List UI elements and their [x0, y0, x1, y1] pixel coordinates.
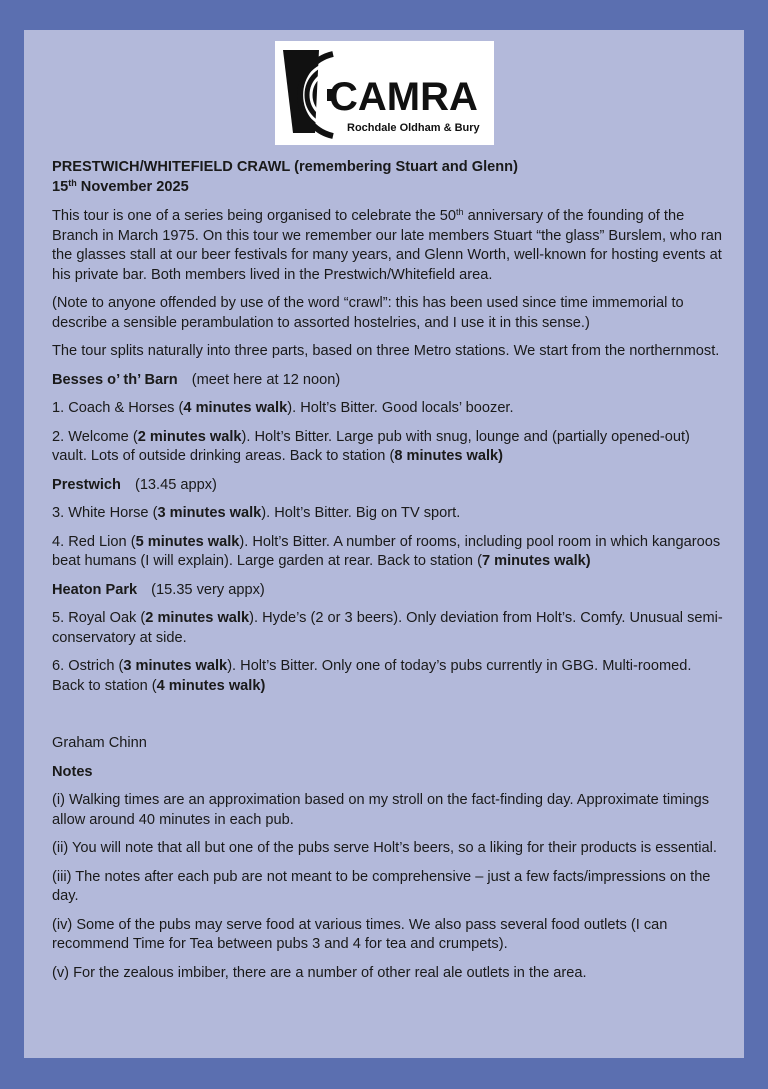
route-intro-paragraph: The tour splits naturally into three parts, based on three Metro stations. We start from the northernmost.: [52, 343, 720, 359]
section-heading: Prestwich (13.45 appx): [52, 476, 217, 493]
event-date: 15th November 2025: [52, 177, 189, 195]
section-time-note: (15.35 very appx): [151, 581, 265, 598]
section-time-note: (meet here at 12 noon): [191, 371, 341, 388]
author-name: Graham Chinn: [52, 735, 147, 751]
camra-logo: [275, 41, 494, 145]
pub-entry: 5. Royal Oak (2 minutes walk). Hyde’s (2 or 3 beers). Only deviation from Holt’s. Comfy. Unusual semi-conservatory at side.: [52, 610, 723, 646]
intro-paragraph: This tour is one of a series being organised to celebrate the 50th anniversary of the founding of the Branch in March 1975. On this tour we remember our late members Stuart “the glass” Burslem, who ran the glasses stall at our beer festivals for many years, and Glenn Worth, well-known for hosting events at his private bar. Both members lived in the Prestwich/Whitefield area.: [52, 207, 722, 283]
page-title: PRESTWICH/WHITEFIELD CRAWL (remembering Stuart and Glenn): [52, 159, 518, 175]
pub-entry: 6. Ostrich (3 minutes walk). Holt’s Bitter. Only one of today’s pubs currently in GBG. Multi-roomed. Back to station (4 minutes walk): [52, 658, 692, 694]
document-page: [24, 30, 744, 1058]
note-item: (ii) You will note that all but one of the pubs serve Holt’s beers, so a liking for their products is essential.: [52, 840, 717, 856]
document-body: [52, 158, 724, 992]
pub-entry: 3. White Horse (3 minutes walk). Holt’s Bitter. Big on TV sport.: [52, 505, 461, 521]
note-item: (i) Walking times are an approximation based on my stroll on the fact-finding day. Approximate timings allow around 40 minutes in each pub.: [52, 792, 710, 828]
pub-entry: 4. Red Lion (5 minutes walk). Holt’s Bitter. A number of rooms, including pool room in which kangaroos beat humans (I will explain). Large garden at rear. Back to station (7 minutes walk): [52, 533, 721, 569]
logo-brand-text: CAMRA: [329, 75, 478, 119]
crawl-note-paragraph: (Note to anyone offended by use of the word “crawl”: this has been used since time immemorial to describe a sensible perambulation to assorted hostelries, and I use it in this sense.): [52, 295, 684, 331]
note-item: (v) For the zealous imbiber, there are a number of other real ale outlets in the area.: [52, 964, 587, 981]
section-heading: Heaton Park (15.35 very appx): [52, 581, 265, 598]
logo-branch-text: Rochdale Oldham & Bury: [347, 122, 480, 134]
camra-logo-graphic: [275, 41, 494, 145]
note-item: (iii) The notes after each pub are not meant to be comprehensive – just a few facts/impressions on the day.: [52, 868, 711, 904]
section-time-note: (13.45 appx): [134, 476, 217, 493]
notes-heading: Notes: [52, 763, 93, 780]
pub-entry: 1. Coach & Horses (4 minutes walk). Holt’s Bitter. Good locals’ boozer.: [52, 400, 514, 416]
pub-entry: 2. Welcome (2 minutes walk). Holt’s Bitter. Large pub with snug, lounge and (partially opened-out) vault. Lots of outside drinking areas. Back to station (8 minutes walk): [52, 428, 690, 464]
section-heading: Besses o’ th’ Barn (meet here at 12 noon): [52, 371, 341, 388]
note-item: (iv) Some of the pubs may serve food at various times. We also pass several food outlets (I can recommend Time for Tea between pubs 3 and 4 for tea and crumpets).: [52, 916, 668, 952]
